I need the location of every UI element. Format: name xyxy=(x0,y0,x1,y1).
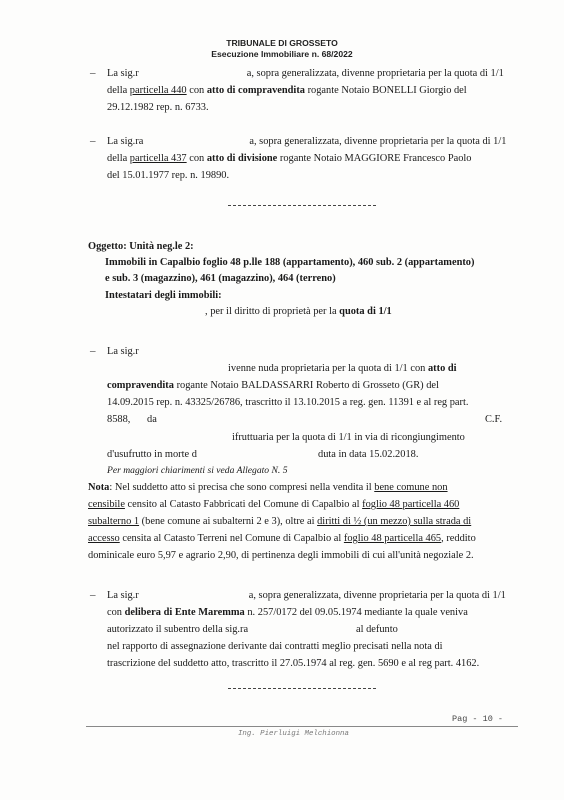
note-line: subalterno 1 (bene comune ai subalterni 2 e 3), oltre ai diritti di ½ (un mezzo) sulla strada di xyxy=(88,516,472,527)
court-header: TRIBUNALE DI GROSSETO xyxy=(226,38,338,48)
paragraph-line: del 15.01.1977 rep. n. 19890. xyxy=(107,170,230,181)
page-number: Pag - 10 - xyxy=(452,714,504,724)
bullet-dash: – xyxy=(90,589,96,601)
paragraph-line: al defunto xyxy=(356,624,398,635)
paragraph-line: trascrizione del suddetto atto, trascritto il 27.05.1974 al reg. gen. 5690 e al reg part. 4162. xyxy=(107,658,480,669)
property-list-line: e sub. 3 (magazzino), 461 (magazzino), 464 (terreno) xyxy=(105,273,336,284)
paragraph-line: ifruttuaria per la quota di 1/1 in via di ricongiungimento xyxy=(232,432,465,443)
paragraph-line: La sig.ra a, sopra generalizzata, divenne proprietaria per la quota di 1/1 xyxy=(107,136,507,147)
note-line: dominicale euro 5,97 e agrario 2,90, di pertinenza degli immobili di cui all'unità negoziale 2. xyxy=(88,550,474,561)
paragraph-line: della particella 440 con atto di compravendita rogante Notaio BONELLI Giorgio del xyxy=(107,85,467,96)
case-number: Esecuzione Immobiliare n. 68/2022 xyxy=(211,49,353,59)
note-line: accesso censita al Catasto Terreni nel Comune di Capalbio al foglio 48 particella 465, reddito xyxy=(88,533,476,544)
paragraph-line: 29.12.1982 rep. n. 6733. xyxy=(107,102,209,113)
footer-divider xyxy=(86,726,518,727)
separator xyxy=(228,688,376,689)
owners-label: Intestatari degli immobili: xyxy=(105,290,222,301)
paragraph-line: 8588, xyxy=(107,414,131,425)
paragraph-line: nel rapporto di assegnazione derivante dai contratti meglio precisati nella nota di xyxy=(107,641,443,652)
author-signature: Ing. Pierluigi Melchionna xyxy=(238,730,349,738)
separator xyxy=(228,205,376,206)
paragraph-line: d'usufrutto in morte d xyxy=(107,449,197,460)
paragraph-line: La sig.r a, sopra generalizzata, divenne proprietaria per la quota di 1/1 xyxy=(107,68,504,79)
unit-heading: Oggetto: Unità neg.le 2: xyxy=(88,241,194,252)
bullet-dash: – xyxy=(90,345,96,357)
paragraph-line: con delibera di Ente Maremma n. 257/0172 del 09.05.1974 mediante la quale veniva xyxy=(107,607,468,618)
attachment-note: Per maggiori chiarimenti si veda Allegato N. 5 xyxy=(107,465,288,476)
paragraph-line: 14.09.2015 rep. n. 43325/26786, trascritto il 13.10.2015 a reg. gen. 11391 e al reg part. xyxy=(107,397,469,408)
note-line: Nota: Nel suddetto atto si precisa che sono compresi nella vendita il bene comune non xyxy=(88,482,448,493)
paragraph-line: della particella 437 con atto di divisione rogante Notaio MAGGIORE Francesco Paolo xyxy=(107,153,472,164)
paragraph-line: duta in data 15.02.2018. xyxy=(318,449,419,460)
paragraph-line: La sig.r xyxy=(107,346,139,357)
property-list-line: Immobili in Capalbio foglio 48 p.lle 188 (appartamento), 460 sub. 2 (appartamento) xyxy=(105,257,475,268)
paragraph-line: da xyxy=(147,414,157,425)
bullet-dash: – xyxy=(90,67,96,79)
paragraph-line: C.F. xyxy=(485,414,503,425)
paragraph-line: La sig.r a, sopra generalizzata, divenne proprietaria per la quota di 1/1 xyxy=(107,590,506,601)
paragraph-line: ivenne nuda proprietaria per la quota di 1/1 con atto di xyxy=(228,363,457,374)
bullet-dash: – xyxy=(90,135,96,147)
note-line: censibile censito al Catasto Fabbricati del Comune di Capalbio al foglio 48 particella 460 xyxy=(88,499,460,510)
paragraph-line: compravendita rogante Notaio BALDASSARRI Roberto di Grosseto (GR) del xyxy=(107,380,439,391)
ownership-right: , per il diritto di proprietà per la quota di 1/1 xyxy=(205,306,392,317)
paragraph-line: autorizzato il subentro della sig.ra xyxy=(107,624,249,635)
